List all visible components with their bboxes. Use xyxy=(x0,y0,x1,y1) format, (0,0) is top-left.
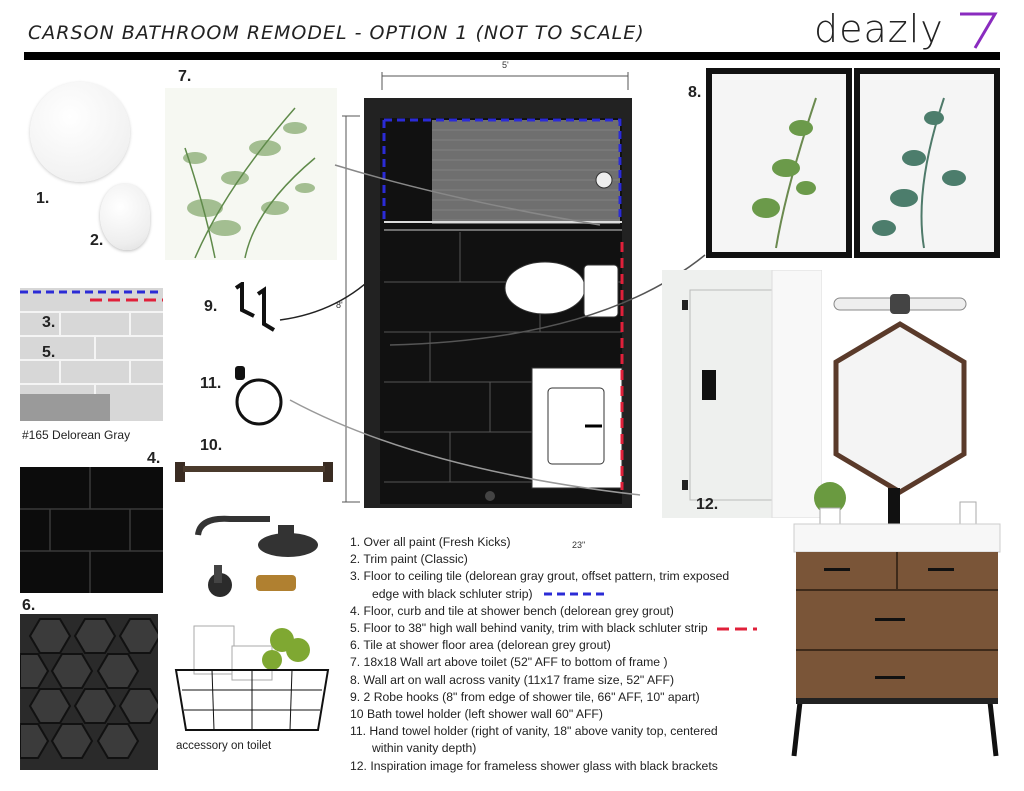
note-item: 1. Over all paint (Fresh Kicks) xyxy=(350,535,511,549)
note-item: 10 Bath towel holder (left shower wall 60" AFF) xyxy=(350,707,603,722)
page-title: CARSON BATHROOM REMODEL - OPTION 1 (NOT TO SCALE) xyxy=(28,22,645,44)
accessory-caption: accessory on toilet xyxy=(176,740,272,752)
eucalyptus-art-left xyxy=(706,68,852,258)
svg-text:deazly: deazly xyxy=(814,7,944,50)
robe-hooks xyxy=(228,282,278,338)
note-text: 5. Floor to 38" high wall behind vanity, trim with black schluter strip xyxy=(350,621,708,636)
vanity-light xyxy=(830,292,970,316)
marker-1: 1. xyxy=(36,190,50,207)
note-item: 9. 2 Robe hooks (8" from edge of shower tile, 66" AFF, 10" apart) xyxy=(350,689,700,704)
plan-dim-bottom: 23" xyxy=(572,540,586,550)
marker-8: 8. xyxy=(688,84,702,101)
note-item: 8. Wall art on wall across vanity (11x17 frame size, 52" AFF) xyxy=(350,672,675,687)
plan-dim-side: 8' xyxy=(336,300,343,310)
note-item: 3. Floor to ceiling tile (delorean gray grout, offset pattern, trim exposed xyxy=(350,569,730,584)
marker-3: 3. xyxy=(42,314,56,331)
marker-4: 4. xyxy=(147,450,161,467)
marker-9: 9. xyxy=(204,298,218,315)
marker-11: 11. xyxy=(200,375,222,392)
marker-2: 2. xyxy=(90,232,104,249)
note-continued-text: edge with black schluter strip) xyxy=(372,586,533,601)
vanity-cabinet xyxy=(790,480,1002,760)
note-item: 11. Hand towel holder (right of vanity, 18" above vanity top, centered xyxy=(350,724,718,739)
red-dashed-legend xyxy=(717,625,757,633)
toilet-accessory-basket xyxy=(172,620,332,738)
swatch-caption: #165 Delorean Gray xyxy=(22,428,131,442)
note-item: 6. Tile at shower floor area (delorean grey grout) xyxy=(350,638,611,653)
note-item-with-legend xyxy=(350,620,790,637)
shower-fixtures xyxy=(190,505,330,605)
note-item: 7. 18x18 Wall art above toilet (52" AFF to bottom of frame ) xyxy=(350,655,668,670)
note-item: 2. Trim paint (Classic) xyxy=(350,552,468,567)
note-item: 12. Inspiration image for frameless shower glass with black brackets xyxy=(350,758,718,773)
bath-towel-bar xyxy=(175,456,335,486)
marker-5: 5. xyxy=(42,344,56,361)
marker-6: 6. xyxy=(22,597,36,614)
note-item: 4. Floor, curb and tile at shower bench (delorean grey grout) xyxy=(350,603,674,618)
hexagon-mirror xyxy=(830,318,970,498)
hand-towel-ring xyxy=(225,366,295,428)
note-item-continued: within vanity depth) xyxy=(372,741,477,756)
blue-dashed-legend xyxy=(544,590,608,598)
plan-dim-top: 5' xyxy=(502,60,509,70)
notes-list xyxy=(350,534,790,775)
marker-10: 10. xyxy=(200,437,223,454)
eucalyptus-art-right xyxy=(854,68,1000,258)
marker-12: 12. xyxy=(696,496,719,513)
note-item-continued xyxy=(350,586,790,603)
marker-7: 7. xyxy=(178,68,192,85)
